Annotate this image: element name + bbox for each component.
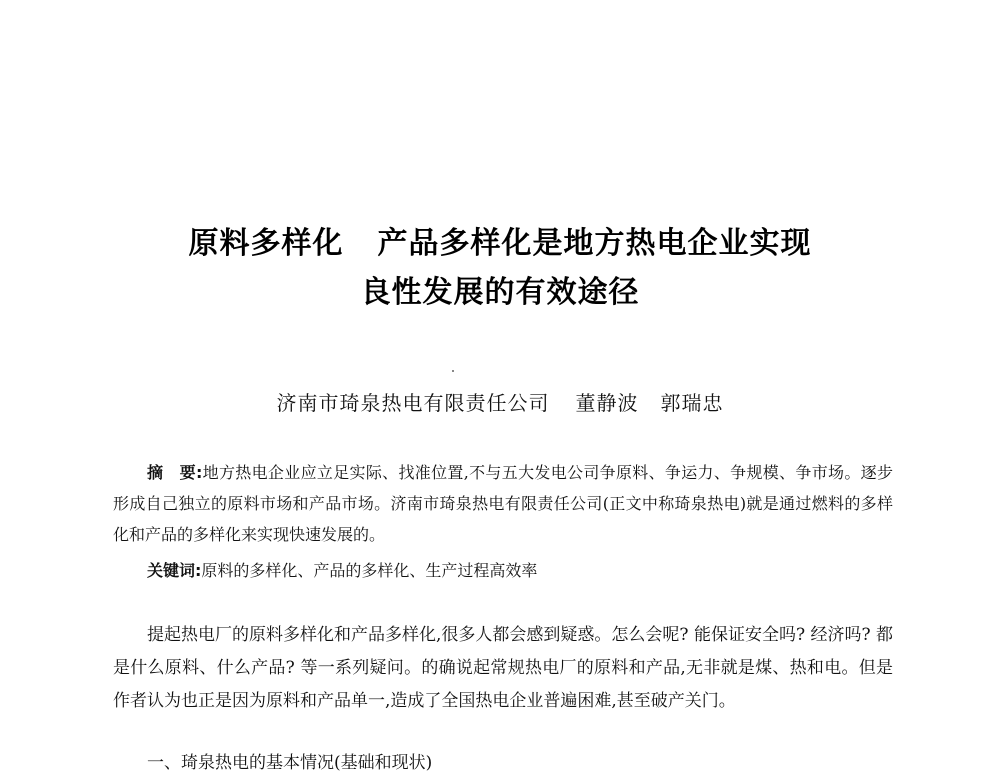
keywords <box>113 555 893 586</box>
title-part-2: 产品多样化是地方热电企业实现 <box>377 226 812 261</box>
title-part-1: 原料多样化 <box>188 226 344 261</box>
keywords-text: 原料的多样化、产品的多样化、生产过程高效率 <box>201 561 538 580</box>
body-paragraph-1: 提起热电厂的原料多样化和产品多样化,很多人都会感到疑惑。怎么会呢? 能保证安全吗? 经济吗? 都是什么原料、什么产品? 等一系列疑问。的确说起常规热电厂的原料和产品,无非就是煤、热和电。但是作者认为也正是因为原料和产品单一,造成了全国热电企业普遍困难,甚至破产关门。 <box>113 625 893 711</box>
abstract <box>113 457 893 550</box>
author-2: 郭瑞忠 <box>660 391 724 415</box>
author-1: 董静波 <box>575 391 639 415</box>
paper-title-line-1 <box>0 218 1000 262</box>
author-line <box>0 387 1000 416</box>
abstract-text: 地方热电企业应立足实际、找准位置,不与五大发电公司争原料、争运力、争规模、争市场。逐步形成自己独立的原料市场和产品市场。济南市琦泉热电有限责任公司(正文中称琦泉热电)就是通过燃料的多样化和产品的多样化来实现快速发展的。 <box>113 463 894 544</box>
scan-speck <box>452 370 454 372</box>
paper-title-line-2: 良性发展的有效途径 <box>360 275 640 310</box>
keywords-label: 关键词: <box>147 561 202 580</box>
abstract-label: 摘 要: <box>147 463 203 482</box>
organization: 济南市琦泉热电有限责任公司 <box>276 391 550 415</box>
section-heading-1: 一、琦泉热电的基本情况(基础和现状) <box>147 753 433 773</box>
